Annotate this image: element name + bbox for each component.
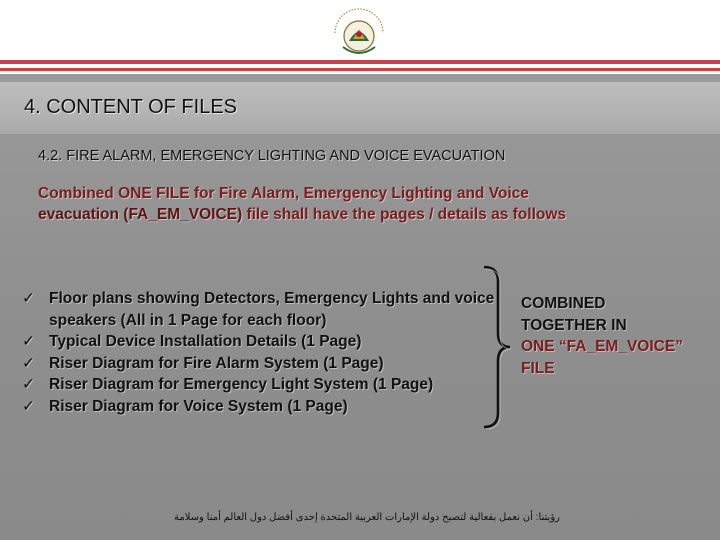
- header-red-line-thin: [0, 68, 720, 71]
- emblem-logo-icon: [327, 3, 391, 63]
- file-contents-list: [22, 288, 502, 417]
- intro-emphasis: evacuation (FA_EM_VOICE): [38, 206, 243, 223]
- list-item-text: Typical Device Installation Details (1 Page): [49, 333, 362, 350]
- combined-line-2: TOGETHER IN: [521, 316, 627, 334]
- intro-text: [38, 183, 678, 225]
- check-icon: ✓: [22, 376, 35, 393]
- list-item: [22, 331, 502, 353]
- list-item-text: Riser Diagram for Emergency Light System (1 Page): [49, 376, 434, 393]
- combined-line-4: FILE: [521, 359, 555, 377]
- header-red-line: [0, 60, 720, 64]
- section-subtitle: 4.2. FIRE ALARM, EMERGENCY LIGHTING AND VOICE EVACUATION: [38, 148, 506, 164]
- list-item: [22, 353, 502, 375]
- combined-note: [521, 293, 683, 379]
- list-item: [22, 374, 502, 396]
- list-item: [22, 288, 502, 331]
- page-title: 4. CONTENT OF FILES: [24, 96, 237, 118]
- footer-vision: رؤيتنا: أن نعمل بفعالية لتصبح دولة الإمارات العربية المتحدة إحدى أفضل دول العالم أمنا وسلامة: [173, 512, 560, 523]
- check-icon: ✓: [22, 354, 35, 372]
- intro-line-1: Combined ONE FILE for Fire Alarm, Emergency Lighting and Voice: [38, 185, 529, 202]
- combined-line-1: COMBINED: [521, 295, 606, 312]
- list-item-text: Floor plans showing Detectors, Emergency Lights and voice speakers (All in 1 Page for each floor): [49, 290, 495, 329]
- list-item-text: Riser Diagram for Fire Alarm System (1 Page): [49, 354, 384, 372]
- check-icon: ✓: [22, 333, 35, 350]
- right-brace-icon: [480, 265, 512, 429]
- intro-line-2: file shall have the pages / details as follows: [242, 206, 567, 223]
- check-icon: ✓: [22, 290, 35, 307]
- list-item: [22, 396, 502, 418]
- list-item-text: Riser Diagram for Voice System (1 Page): [49, 397, 348, 415]
- combined-line-3: ONE “FA_EM_VOICE”: [521, 338, 683, 355]
- check-icon: ✓: [22, 397, 35, 415]
